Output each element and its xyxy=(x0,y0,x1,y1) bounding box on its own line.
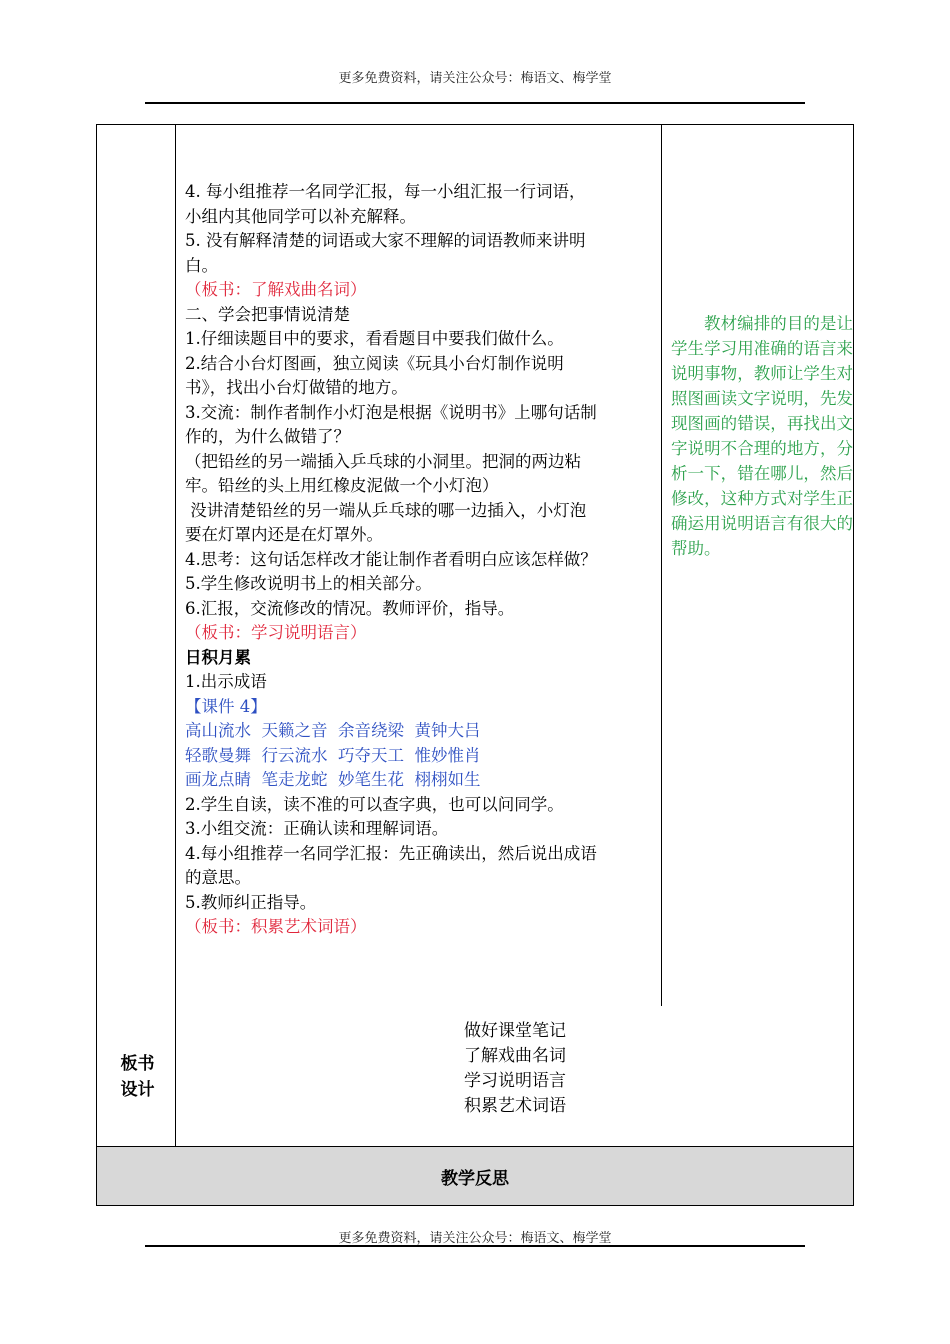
section-heading: 二、学会把事情说清楚 xyxy=(185,304,350,324)
board-note: （板书：了解戏曲名词） xyxy=(185,280,367,299)
text-line: 白。 xyxy=(185,255,218,275)
board-line: 了解戏曲名词 xyxy=(464,1046,566,1066)
text-line: 小组内其他同学可以补充解释。 xyxy=(185,206,416,226)
board-note: （板书：积累艺术词语） xyxy=(185,917,367,936)
col-divider-left xyxy=(175,124,176,1147)
text-line: 4. 每小组推荐一名同学汇报，每一小组汇报一行词语， xyxy=(185,182,586,201)
text-line: 2.学生自读，读不准的可以查字典，也可以问同学。 xyxy=(185,794,564,814)
text-line: 3.小组交流：正确认读和理解词语。 xyxy=(185,819,449,838)
text-line: 要在灯罩内还是在灯罩外。 xyxy=(185,525,383,544)
text-line: 的意思。 xyxy=(185,868,251,887)
text-line: 6.汇报，交流修改的情况。教师评价，指导。 xyxy=(185,598,515,618)
reflection-row xyxy=(97,1147,853,1205)
design-intent-note: 教材编排的目的是让学生学习用准确的语言来说明事物，教师让学生对照图画读文字说明，先发现图画的错误，再找出文字说明不合理的地方，分析一下，错在哪儿，然后修改，这种方式对学生正确运用说明语言有很大的帮助。 xyxy=(671,314,853,558)
footer-rule xyxy=(145,1245,805,1247)
board-label-line: 设计 xyxy=(120,1080,155,1100)
board-note: （板书：学习说明语言） xyxy=(185,623,367,642)
text-line: 5.教师纠正指导。 xyxy=(185,892,317,912)
idiom-row: 画龙点睛 笔走龙蛇 妙笔生花 栩栩如生 xyxy=(185,770,481,789)
board-design-label xyxy=(100,1051,175,1103)
text-line: 没讲清楚铅丝的另一端从乒乓球的哪一边插入，小灯泡 xyxy=(185,500,587,520)
text-line: 牢。铅丝的头上用红橡皮泥做一个小灯泡） xyxy=(185,476,499,495)
text-line: 作的，为什么做错了？ xyxy=(185,427,350,446)
text-line: （把铅丝的另一端插入乒乓球的小洞里。把洞的两边粘 xyxy=(185,451,581,471)
text-line: 4.思考：这句话怎样改才能让制作者看明白应该怎样做？ xyxy=(185,549,597,569)
board-line: 学习说明语言 xyxy=(464,1071,566,1091)
reflection-label: 教学反思 xyxy=(441,1168,509,1189)
text-line: 书》，找出小台灯做错的地方。 xyxy=(185,378,408,397)
idiom-row: 轻歌曼舞 行云流水 巧夺天工 惟妙惟肖 xyxy=(185,745,481,765)
text-line: 5.学生修改说明书上的相关部分。 xyxy=(185,574,432,593)
text-line: 2.结合小台灯图画，独立阅读《玩具小台灯制作说明 xyxy=(185,353,564,373)
board-line: 积累艺术词语 xyxy=(464,1096,566,1116)
header-rule xyxy=(145,102,805,104)
text-line: 5. 没有解释清楚的词语或大家不理解的词语教师来讲明 xyxy=(185,231,586,250)
page-header: 更多免费资料，请关注公众号：梅语文、梅学堂 xyxy=(338,71,612,86)
slide-ref: 【课件 4】 xyxy=(185,696,267,716)
text-line: 1.仔细读题目中的要求，看看题目中要我们做什么。 xyxy=(185,329,564,348)
text-line: 3.交流：制作者制作小灯泡是根据《说明书》上哪句话制 xyxy=(185,402,597,422)
board-line: 做好课堂笔记 xyxy=(464,1021,566,1041)
section-heading: 日积月累 xyxy=(185,647,251,667)
idiom-row: 高山流水 天籁之音 余音绕梁 黄钟大吕 xyxy=(185,721,481,740)
board-label-line: 板书 xyxy=(120,1054,155,1074)
text-line: 4.每小组推荐一名同学汇报：先正确读出，然后说出成语 xyxy=(185,843,597,863)
page-footer: 更多免费资料，请关注公众号：梅语文、梅学堂 xyxy=(338,1231,612,1246)
teaching-process xyxy=(185,180,661,940)
text-line: 1.出示成语 xyxy=(185,672,267,691)
col-divider-right xyxy=(661,124,662,1006)
